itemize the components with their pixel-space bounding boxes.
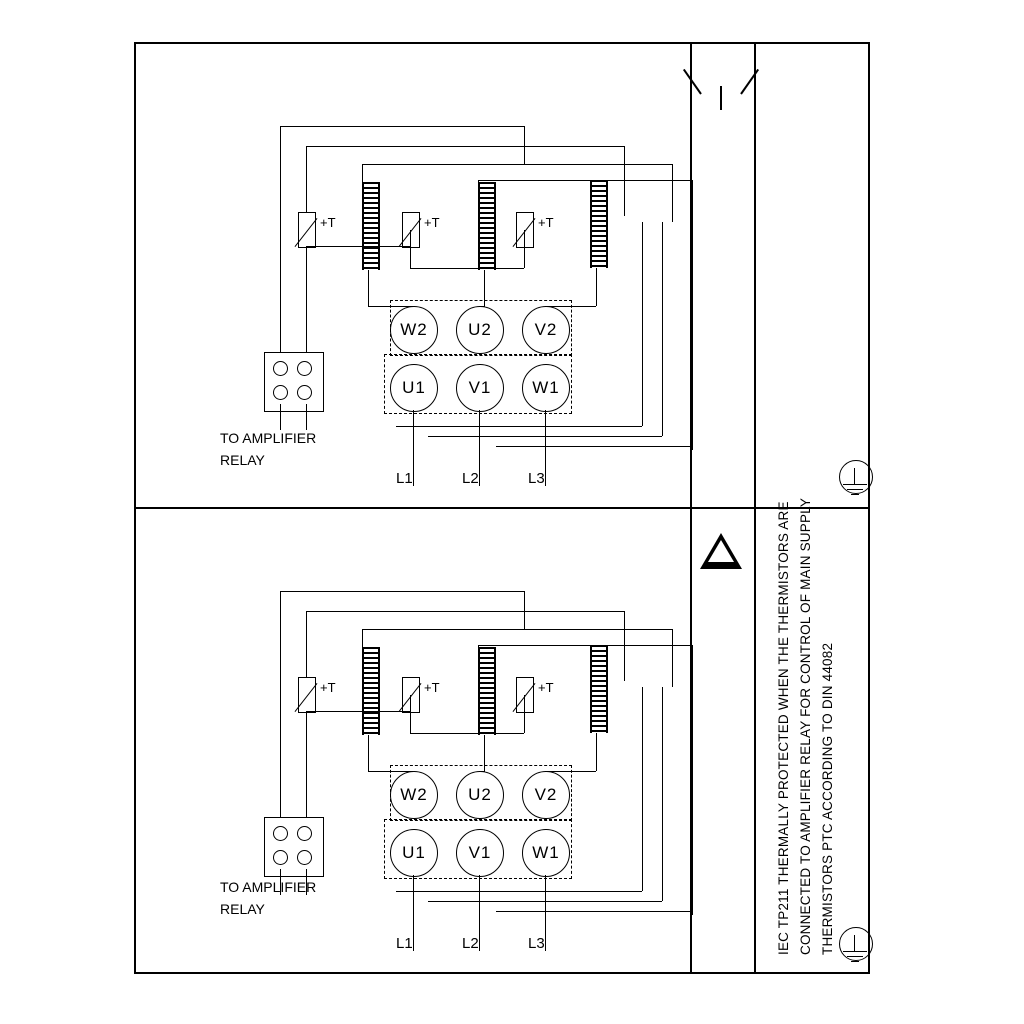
terminal-u2: U2 — [456, 306, 504, 354]
connector-pin — [297, 850, 312, 865]
connector-label-line-1: TO AMPLIFIER — [220, 879, 317, 895]
terminal-w1: W1 — [522, 364, 570, 412]
wire — [478, 180, 692, 181]
terminal-w2: W2 — [390, 771, 438, 819]
motor-winding-coil — [590, 645, 608, 733]
wire — [484, 270, 485, 306]
phase-label-l1: L1 — [396, 935, 413, 952]
wire — [368, 735, 369, 771]
wire — [524, 126, 525, 164]
wire — [306, 611, 624, 612]
wire — [692, 180, 693, 450]
phase-label-l1: L1 — [396, 470, 413, 487]
delta-connection-icon — [700, 533, 742, 569]
wire — [280, 126, 281, 262]
thermistor-label: +T — [320, 215, 336, 230]
wire — [428, 901, 662, 902]
terminal-u2: U2 — [456, 771, 504, 819]
terminal-u1: U1 — [390, 829, 438, 877]
wire — [428, 436, 662, 437]
wire — [524, 591, 525, 629]
wire — [624, 146, 625, 216]
terminal-v1: V1 — [456, 364, 504, 412]
wire — [280, 711, 281, 817]
connector-pin — [273, 850, 288, 865]
phase-label-l3: L3 — [528, 935, 545, 952]
wire — [362, 629, 672, 630]
wire — [545, 875, 546, 951]
phase-label-l2: L2 — [462, 470, 479, 487]
connector-pin — [273, 826, 288, 841]
note-column-divider — [754, 42, 756, 974]
wire — [306, 711, 410, 712]
wire — [280, 591, 281, 727]
note-line-1: IEC TP211 THERMALLY PROTECTED WHEN THE THERMISTORS ARE — [776, 501, 791, 955]
motor-winding-coil — [478, 182, 496, 270]
wire — [545, 410, 546, 486]
wire — [306, 246, 410, 247]
thermistor-label: +T — [538, 680, 554, 695]
connector-pin — [297, 826, 312, 841]
phase-label-l3: L3 — [528, 470, 545, 487]
connector-pin — [273, 361, 288, 376]
motor-winding-coil — [478, 647, 496, 735]
wire — [692, 645, 693, 915]
motor-winding-coil — [362, 647, 380, 735]
wire — [410, 733, 524, 734]
wire — [396, 426, 642, 427]
thermistor-label: +T — [424, 215, 440, 230]
thermistor-label: +T — [538, 215, 554, 230]
wire — [524, 230, 525, 268]
wire — [524, 695, 525, 733]
terminal-v1: V1 — [456, 829, 504, 877]
wire — [545, 771, 596, 772]
wire — [496, 911, 692, 912]
panel-star-connection — [134, 42, 754, 507]
terminal-w1: W1 — [522, 829, 570, 877]
wire — [545, 306, 596, 307]
wire — [368, 306, 413, 307]
motor-winding-coil — [590, 180, 608, 268]
terminal-v2: V2 — [522, 771, 570, 819]
terminal-u1: U1 — [390, 364, 438, 412]
wire — [410, 230, 411, 246]
note-line-2: CONNECTED TO AMPLIFIER RELAY FOR CONTROL OF MAIN SUPPLY — [798, 497, 813, 955]
thermistor-label: +T — [424, 680, 440, 695]
wire — [368, 771, 413, 772]
wire — [306, 146, 624, 147]
connector-label-line-1: TO AMPLIFIER — [220, 430, 317, 446]
phase-label-l2: L2 — [462, 935, 479, 952]
wire — [479, 306, 485, 307]
wire — [672, 629, 673, 687]
wire — [479, 410, 480, 486]
connector-label-line-2: RELAY — [220, 452, 265, 468]
wire — [478, 645, 692, 646]
wire — [280, 404, 281, 430]
wire — [362, 164, 672, 165]
wire — [596, 733, 597, 771]
terminal-v2: V2 — [522, 306, 570, 354]
star-connection-icon — [698, 64, 744, 110]
amplifier-connector-block — [264, 352, 324, 412]
amplifier-connector-block — [264, 817, 324, 877]
wire — [368, 270, 369, 306]
wire — [410, 268, 524, 269]
wire — [479, 771, 485, 772]
connector-label-line-2: RELAY — [220, 901, 265, 917]
wire — [306, 246, 307, 352]
wire — [642, 687, 643, 891]
wire — [413, 875, 414, 951]
wire — [484, 735, 485, 771]
wire — [496, 446, 692, 447]
wire — [280, 246, 281, 352]
note-line-3: THERMISTORS PTC ACCORDING TO DIN 44082 — [820, 642, 835, 955]
terminal-w2: W2 — [390, 306, 438, 354]
connector-pin — [273, 385, 288, 400]
wire — [596, 268, 597, 306]
wire — [280, 126, 524, 127]
wire — [410, 711, 411, 733]
motor-winding-coil — [362, 182, 380, 270]
wire — [672, 164, 673, 222]
wire — [662, 222, 663, 436]
connector-pin — [297, 385, 312, 400]
wire — [413, 410, 414, 486]
wire — [280, 591, 524, 592]
connector-pin — [297, 361, 312, 376]
wire — [410, 246, 411, 268]
note-column — [760, 45, 868, 971]
wire — [410, 695, 411, 711]
wire — [306, 404, 307, 430]
wire — [624, 611, 625, 681]
panel-delta-connection — [134, 507, 754, 972]
wire — [306, 711, 307, 817]
wire — [642, 222, 643, 426]
wire — [479, 875, 480, 951]
thermistor-label: +T — [320, 680, 336, 695]
wire — [662, 687, 663, 901]
wire — [396, 891, 642, 892]
